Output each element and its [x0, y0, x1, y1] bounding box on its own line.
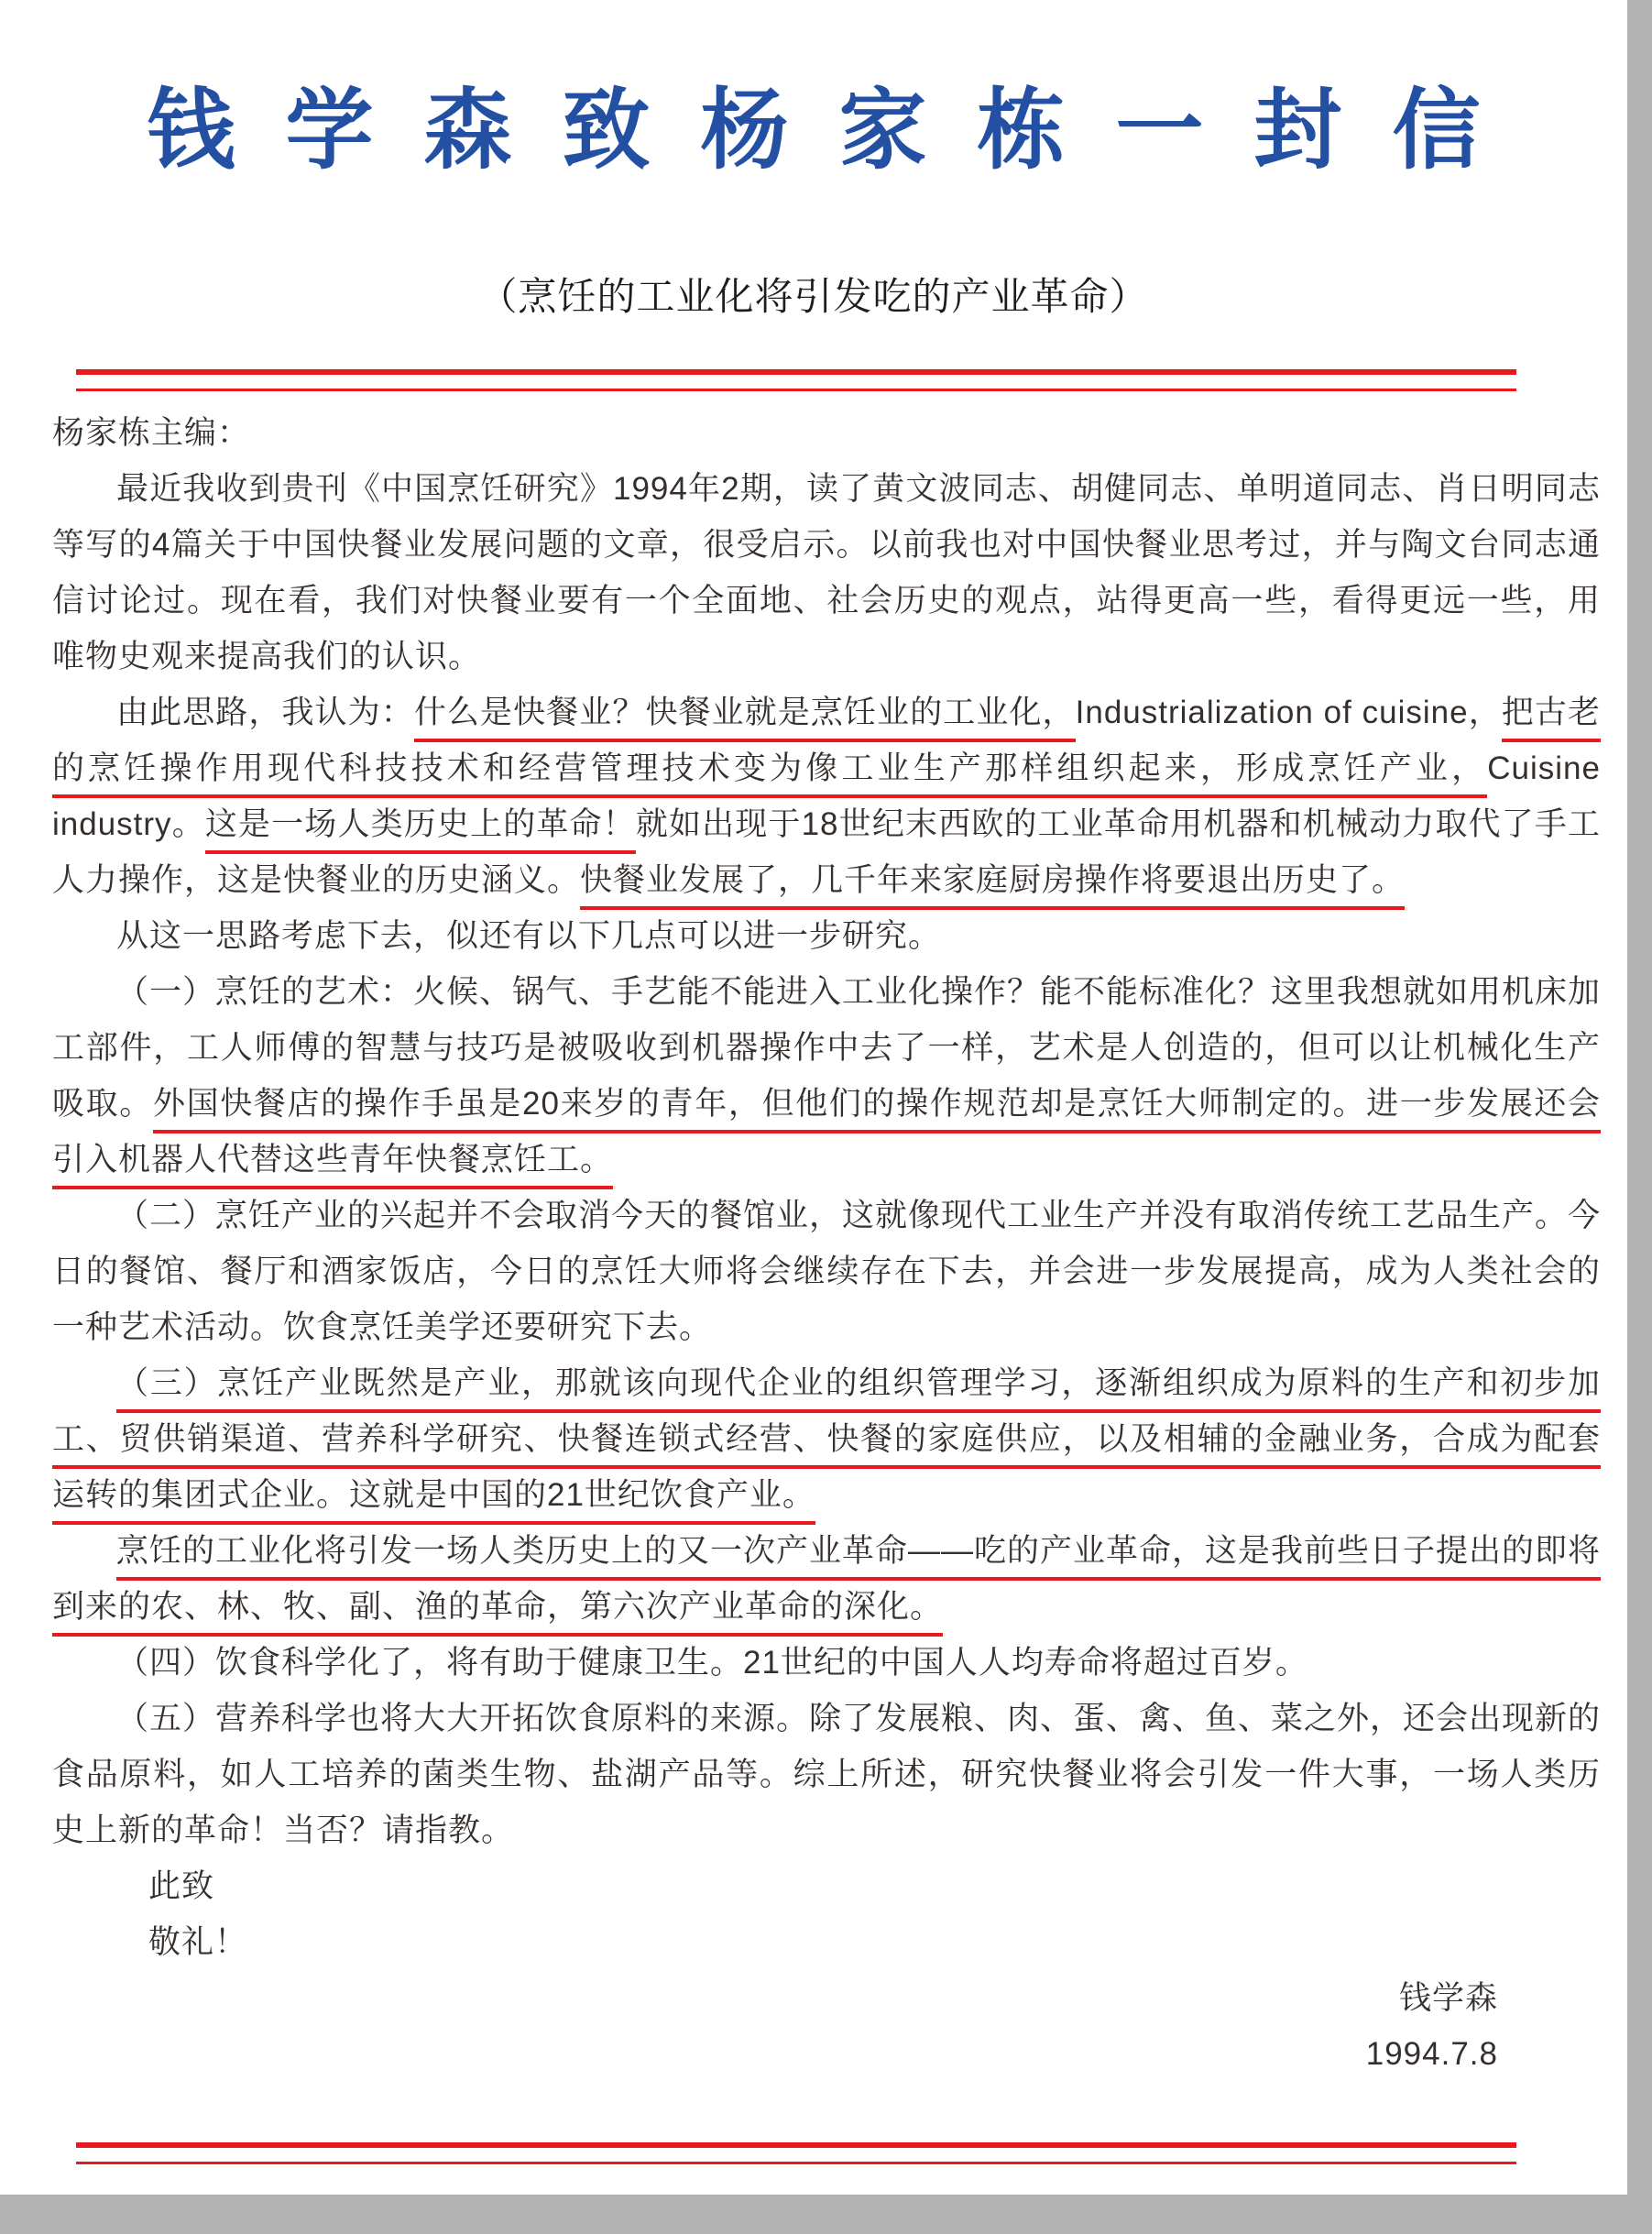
- rule-gap: [76, 2148, 1516, 2162]
- paragraph: [52, 1691, 1601, 1858]
- page-title: 钱学森致杨家栋一封信: [147, 82, 1531, 180]
- red-underlined-text: 什么是快餐业？快餐业就是烹饪业的工业化，: [414, 695, 1076, 742]
- paragraph: [52, 964, 1601, 1188]
- signature-date: 1994.7.8: [1365, 2036, 1498, 2072]
- paragraph: [52, 1355, 1601, 1523]
- page-subtitle: （烹饪的工业化将引发吃的产业革命）: [478, 275, 1149, 318]
- body-text: 从这一思路考虑下去，似还有以下几点可以进一步研究。: [116, 918, 942, 954]
- paragraph: [52, 684, 1601, 908]
- red-underlined-text: 快餐业发展了，几千年来家庭厨房操作将要退出历史了。: [580, 862, 1405, 910]
- bottom-rule-thin-line: [76, 2162, 1516, 2164]
- body-text: Industrialization of cuisine，: [1075, 695, 1502, 730]
- salutation: 杨家栋主编：: [52, 415, 251, 451]
- closing-jingli: 敬礼！: [148, 1924, 248, 1960]
- body-text: 由此思路，我认为：: [116, 695, 414, 730]
- body-text: （二）烹饪产业的兴起并不会取消今天的餐馆业，这就像现代工业生产并没有取消传统工艺品生产。今日的餐馆、餐厅和酒家饭店，今日的烹饪大师将会继续存在下去，并会进一步发展提高，成为人类社会的一种艺术活动。饮食烹饪美学还要研究下去。: [52, 1198, 1602, 1345]
- letter-body: [52, 405, 1601, 2082]
- body-text: （四）饮食科学化了，将有助于健康卫生。21世纪的中国人人均寿命将超过百岁。: [116, 1645, 1308, 1681]
- paragraph: [52, 908, 1601, 964]
- bottom-double-rule: [76, 2142, 1516, 2164]
- body-text: Cuisine industry。: [52, 750, 1601, 842]
- red-underlined-text: 外国快餐店的操作手虽是20来岁的青年，但他们的操作规范却是烹饪大师制定的。进一步发展还会引入机器人代替这些青年快餐烹饪工。: [52, 1086, 1601, 1189]
- signature-name: 钱学森: [1398, 1980, 1498, 2016]
- body-text: 最近我收到贵刊《中国烹饪研究》1994年2期，读了黄文波同志、胡健同志、单明道同志、肖日明同志等写的4篇关于中国快餐业发展问题的文章，很受启示。以前我也对中国快餐业思考过，并与陶文台同志通信讨论过。现在看，我们对快餐业要有一个全面地、社会历史的观点，站得更高一些，看得更远一些，用唯物史观来提高我们的认识。: [52, 471, 1601, 674]
- paragraph: [52, 1635, 1601, 1691]
- body-text: 就如出现于18世纪末西欧的工业革命用机器和机械动力取代了手工人力操作，这是快餐业的历史涵义。: [52, 806, 1601, 898]
- rule-gap: [76, 375, 1516, 389]
- closing-cizhi: 此致: [148, 1868, 215, 1904]
- red-underlined-text: （三）烹饪产业既然是产业，那就该向现代企业的组织管理学习，逐渐组织成为原料的生产和初步加工、贸供销渠道、营养科学研究、快餐连锁式经营、快餐的家庭供应，以及相辅的金融业务，合成为配套运转的集团式企业。这就是中国的21世纪饮食产业。: [52, 1365, 1601, 1525]
- top-double-rule: [76, 369, 1516, 391]
- body-text: （五）营养科学也将大大开拓饮食原料的来源。除了发展粮、肉、蛋、禽、鱼、菜之外，还会出现新的食品原料，如人工培养的菌类生物、盐湖产品等。综上所述，研究快餐业将会引发一件大事，一场人类历史上新的革命！当否？请指教。: [52, 1701, 1602, 1848]
- red-underlined-text: 烹饪的工业化将引发一场人类历史上的又一次产业革命——吃的产业革命，这是我前些日子提出的即将到来的农、林、牧、副、渔的革命，第六次产业革命的深化。: [52, 1533, 1601, 1637]
- paragraph: [52, 461, 1601, 684]
- paragraph: [52, 1188, 1601, 1355]
- red-underlined-text: 把古老的烹饪操作用现代科技技术和经营管理技术变为像工业生产那样组织起来，形成烹饪产业，: [52, 695, 1601, 798]
- top-rule-thin-line: [76, 389, 1516, 391]
- body-text: （一）烹饪的艺术：火候、锅气、手艺能不能进入工业化操作？能不能标准化？这里我想就如用机床加工部件，工人师傅的智慧与技巧是被吸收到机器操作中去了一样，艺术是人创造的，但可以让机械化生产吸取。: [52, 974, 1602, 1122]
- paragraph: [52, 1523, 1601, 1635]
- red-underlined-text: 这是一场人类历史上的革命！: [205, 806, 636, 854]
